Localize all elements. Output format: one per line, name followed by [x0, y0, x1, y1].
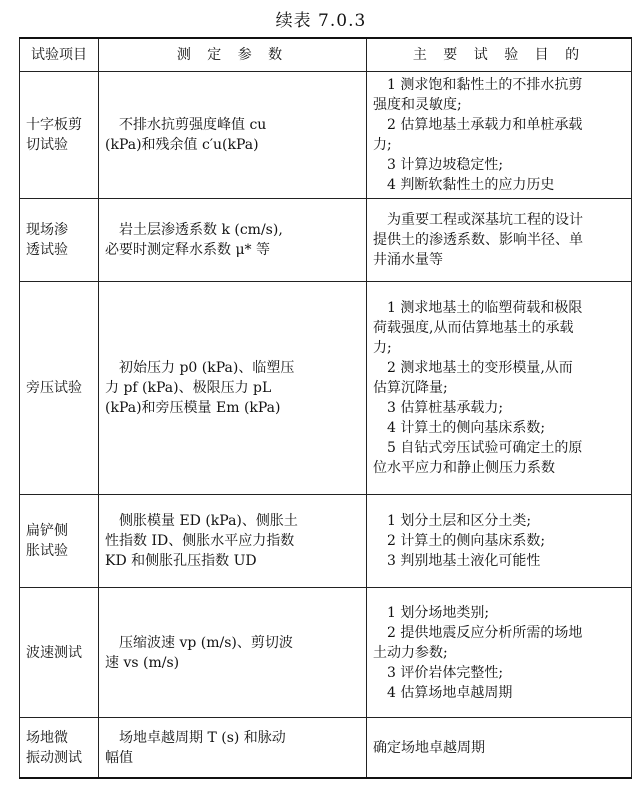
test-item-cell: 十字板剪 切试验: [20, 72, 99, 199]
table-row: [20, 72, 632, 199]
header-purpose: 主 要 试 验 目 的: [367, 38, 632, 72]
purpose-cell: 1 测求饱和黏性土的不排水抗剪 强度和灵敏度; 2 估算地基土承载力和单桩承载 力; 3 计算边坡稳定性; 4 判断软黏性土的应力历史: [367, 72, 632, 199]
table-row: [20, 495, 632, 587]
table-row: [20, 718, 632, 778]
purpose-cell: 1 划分场地类别; 2 提供地震反应分析所需的场地 土动力参数; 3 评价岩体完整性; 4 估算场地卓越周期: [367, 587, 632, 717]
parameter-cell: 场地卓越周期 T (s) 和脉动 幅值: [99, 718, 367, 778]
purpose-cell: 1 划分土层和区分土类; 2 计算土的侧向基床系数; 3 判别地基土液化可能性: [367, 495, 632, 587]
header-item: 试验项目: [20, 38, 99, 72]
table-row: [20, 587, 632, 717]
header-row: [20, 38, 632, 72]
test-item-cell: 扁铲侧 胀试验: [20, 495, 99, 587]
parameter-cell: 不排水抗剪强度峰值 cu (kPa)和残余值 c′u(kPa): [99, 72, 367, 199]
parameter-cell: 初始压力 p0 (kPa)、临塑压 力 pf (kPa)、极限压力 pL (kPa)和旁压模量 Em (kPa): [99, 281, 367, 495]
test-item-cell: 波速测试: [20, 587, 99, 717]
parameter-cell: 侧胀模量 ED (kPa)、侧胀土 性指数 ID、侧胀水平应力指数 KD 和侧胀孔压指数 UD: [99, 495, 367, 587]
table-caption: 续表 7.0.3: [275, 11, 367, 31]
parameter-cell: 压缩波速 vp (m/s)、剪切波 速 vs (m/s): [99, 587, 367, 717]
test-item-cell: 旁压试验: [20, 281, 99, 495]
table-row: [20, 199, 632, 281]
header-params: 测 定 参 数: [99, 38, 367, 72]
table-row: [20, 281, 632, 495]
purpose-cell: 确定场地卓越周期: [367, 718, 632, 778]
test-item-cell: 场地微 振动测试: [20, 718, 99, 778]
parameter-cell: 岩土层渗透系数 k (cm/s), 必要时测定释水系数 μ* 等: [99, 199, 367, 281]
test-item-cell: 现场渗 透试验: [20, 199, 99, 281]
test-parameter-table: [19, 37, 632, 779]
purpose-cell: 1 测求地基土的临塑荷载和极限 荷载强度,从而估算地基土的承载 力; 2 测求地基土的变形模量,从而 估算沉降量; 3 估算桩基承载力; 4 计算土的侧向基床系数; 5 自钻式旁压试验可确定土的原 位水平应力和静止侧压力系数: [367, 281, 632, 495]
purpose-cell: 为重要工程或深基坑工程的设计 提供土的渗透系数、影响半径、单 井涌水量等: [367, 199, 632, 281]
